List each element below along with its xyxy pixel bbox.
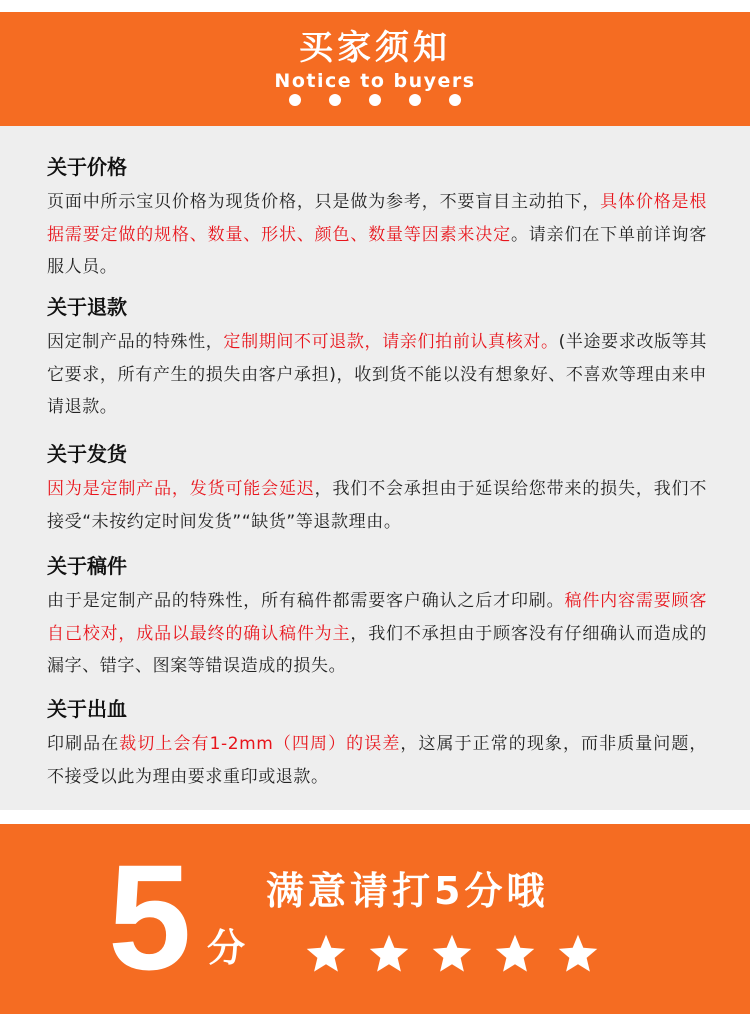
dot-icon: [329, 94, 341, 106]
section-title: 关于稿件: [47, 554, 127, 578]
notice-content: [0, 126, 750, 810]
rating-banner: [0, 824, 750, 1014]
section-title: 关于发货: [47, 442, 127, 466]
header-title: 买家须知: [299, 28, 451, 68]
star-icon: [367, 932, 411, 976]
body-text: ，我们不承担由于顾客没有仔细确认而造成的漏字、错字、图案等错误造成的损失。: [47, 623, 708, 676]
star-icon: [430, 932, 474, 976]
dot-icon: [289, 94, 301, 106]
rating-stars: [304, 932, 600, 976]
section-body: [47, 728, 707, 793]
highlight-text: 裁切上会有1-2mm（四周）的误差: [119, 734, 401, 754]
rating-unit: 分: [207, 926, 246, 970]
body-text: ，这属于正常的现象，而非质量问题，不接受以此为理由要求重印或退款。: [47, 734, 708, 787]
body-text: 印刷品在: [47, 734, 120, 754]
section-shipping: [47, 441, 707, 538]
section-title: 关于退款: [47, 295, 127, 319]
highlight-text: 因为是定制产品，发货可能会延迟: [47, 479, 315, 499]
star-icon: [556, 932, 600, 976]
notice-header: [0, 12, 750, 126]
header-subtitle: Notice to buyers: [274, 70, 476, 92]
section-artwork: [47, 553, 707, 683]
section-bleed: [47, 696, 707, 793]
big-rating-number: 5: [108, 833, 192, 1001]
dot-icon: [449, 94, 461, 106]
body-text: ，我们不会承担由于延误给您带来的损失，我们不接受“未按约定时间发货”“缺货”等退款理由。: [47, 479, 708, 532]
highlight-text: 定制期间不可退款，请亲们拍前认真核对。: [223, 332, 559, 352]
dot-icon: [369, 94, 381, 106]
section-body: [47, 585, 707, 683]
section-refund: [47, 294, 707, 424]
section-body: [47, 473, 707, 538]
body-text: 页面中所示宝贝价格为现货价格，只是做为参考，不要盲目主动拍下，: [47, 192, 601, 212]
rating-slogan: 满意请打5分哦: [266, 869, 549, 913]
body-text: (半途要求改版等其它要求，所有产生的损失由客户承担)，收到货不能以没有想象好、不喜欢等理由来申请退款。: [47, 332, 707, 417]
section-title: 关于出血: [47, 697, 127, 721]
star-icon: [493, 932, 537, 976]
body-text: 因定制产品的特殊性，: [47, 332, 224, 352]
header-dots: [0, 94, 750, 106]
star-icon: [304, 932, 348, 976]
highlight-text: 具体价格是根据需要定做的规格、数量、形状、颜色、数量等因素来决定: [47, 192, 707, 245]
section-body: [47, 326, 707, 424]
section-title: 关于价格: [47, 155, 127, 179]
dot-icon: [409, 94, 421, 106]
body-text: 由于是定制产品的特殊性，所有稿件都需要客户确认之后才印刷。: [47, 591, 565, 611]
section-price: [47, 154, 707, 284]
body-text: 。请亲们在下单前详询客服人员。: [47, 224, 707, 277]
section-body: [47, 186, 707, 284]
highlight-text: 稿件内容需要顾客自己校对，成品以最终的确认稿件为主: [47, 591, 707, 644]
